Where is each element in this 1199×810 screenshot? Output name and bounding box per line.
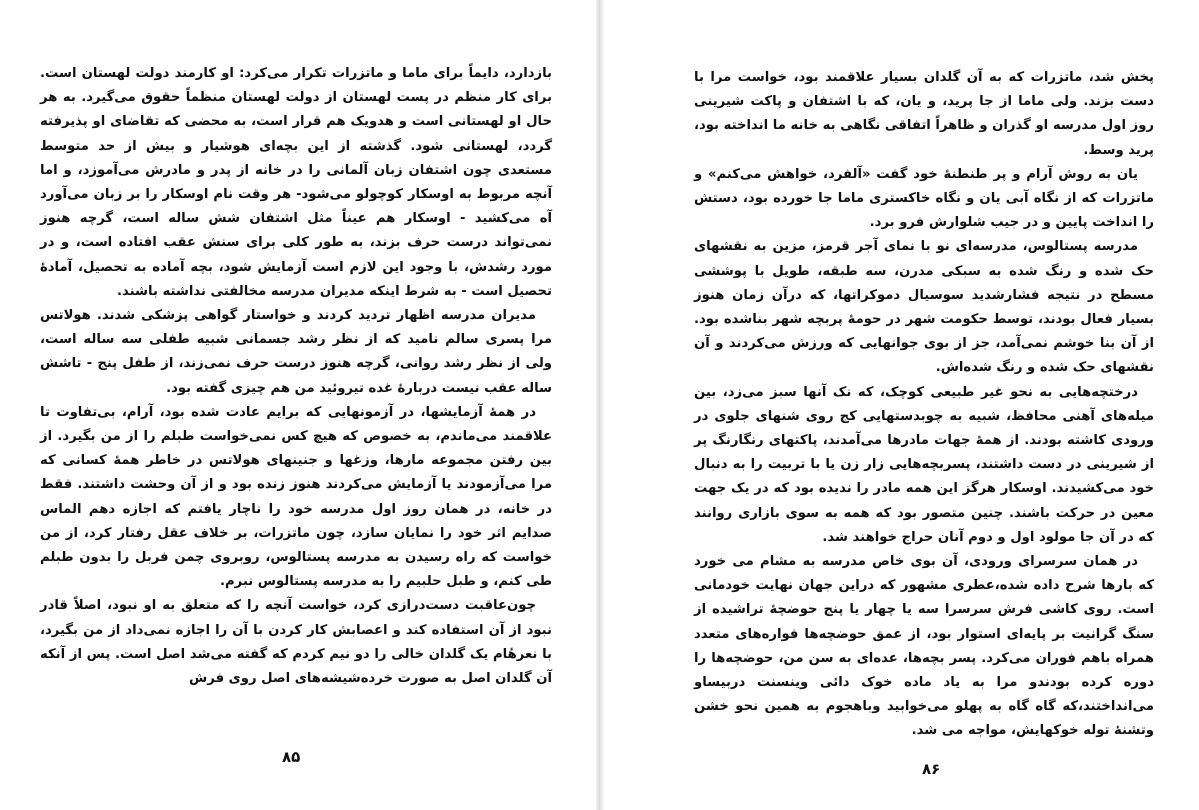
page-number: ۸۶	[922, 760, 941, 778]
paragraph: یان به روش آرام و پر طنطنهٔ خود گفت «آلفرد، خواهش می‌کنم» و ماتزرات که از نگاه آبی یان و نگاه خاکستری ماما جا خورده بود، دستش را انداخت پایین و در جیب شلوارش فرو برد.	[694, 166, 1154, 231]
paragraph: چون‌عاقبت دست‌درازی کرد، خواست آنچه را که متعلق به او نبود، اصلاً قادر نبود از آن استفاده کند و اعصابش کار کردن با آن را اجازه نمی‌داد از من بگیرد، با نعرهٔام یک گلدان خالی را دو نیم کردم که گفته می‌شد اصل است. پس از آنکه آن گلدان اصل به صورت خرده‌شیشه‌های اصل روی فرش	[40, 598, 552, 687]
page-number: ۸۵	[282, 748, 301, 766]
book-gutter	[596, 0, 604, 810]
paragraph: در همهٔ آزمایشها، در آزمونهایی که برایم عادت شده بود، آرام، بی‌تفاوت تا علاقمند می‌ماندم، به خصوص که هیچ کس نمی‌خواست طبلم را از من بگیرد. از بین رفتن مجموعه مارها، وزغها و جنینهای هولاتس در خاطر همهٔ کسانی که مرا می‌آزمودند یا آزمایش می‌کردند هنوز زنده بود و از آن وحشت داشتند. فقط در خانه، در همان روز اول مدرسه خود را ناچار یافتم که اجازه دهم الماس صدایم اثر خود را نمایان سازد، چون ماتزرات، بر خلاف عقل رفتار کرد، از من خواست که راه رسیدن به مدرسه پستالوس، روبروی چمن فربل را بدون طبلم طی کنم، و طبل حلبیم را به مدرسه پستالوس نبرم.	[40, 404, 552, 590]
left-page-text	[40, 62, 552, 691]
paragraph: مدیران مدرسه اظهار تردید کردند و خواستار گواهی پزشکی شدند. هولاتس مرا پسری سالم نامید که از نظر رشد جسمانی شبیه طفلی سه ساله است، ولی از نظر رشد روانی، گرچه هنوز درست حرف نمی‌زند، از طفل پنج - تا‌شش ساله عقب نیست دربارهٔ غده تیروئید من هم چیزی گفته بود.	[40, 308, 552, 396]
paragraph: پخش شد، ماتزرات که به آن گلدان بسیار علاقمند بود، خواست مرا با دست بزند. ولی ماما از جا پرید، و یان، که با اشتفان و پاکت شیرینی روز اول مدرسه او گذران و ظاهراً اتفاقی نگاهی به خانه ما انداخته بود، پرید وسط.	[694, 70, 1154, 158]
paragraph: بازدارد، دایماً برای ماما و ماتزرات تکرار می‌کرد: او کارمند دولت لهستان است. برای کار منظم در پست لهستان از دولت لهستان منظماً حقوق می‌گیرد. به هر حال او لهستانی است و هدویک هم قرار است، به محضی که تقاضای او پذیرفته گردد، لهستانی شود. گذشته از این بچه‌ای هوشیار و بیش از حد متوسط مستعدی چون اشتفان زبان آلمانی را در خانه از پدر و مادرش می‌آموزد، و اما آنچه مربوط به اوسکار کوچولو می‌شود- هر وقت نام اوسکار را بر زبان می‌آورد آه می‌کشید - اوسکار هم عیناً مثل اشتفان شش ساله است، گرچه هنوز نمی‌تواند درست حرف بزند، به طور کلی برای سنش عقب افتاده است، و در مورد رشدش، با وجود این لازم است آزمایش شود، بچه آماده به تحصیل، آمادهٔ تحصیل است - به شرط اینکه مدیران مدرسه مخالفتی نداشته باشند.	[40, 66, 552, 299]
paragraph: درختچه‌هایی به نحو غیر طبیعی کوچک، که نک آنها سبز می‌زد، بین میله‌های آهنی محافظ، شبیه به چوبدستهایی کج روی شنهای جلوی در ورودی کاشته بودند. از همهٔ جهات مادرها می‌آمدند، پاکتهای رنگارنگ پر از شیرینی در دست داشتند، پسربچه‌هایی زار زن یا با تربیت را به دنبال خود می‌کشیدند. اوسکار هرگز این همه مادر را ندیده بود که در یک جهت معین در حرکت باشند. چنین متصور بود که همه به سوی بازاری روانند که در آن جا مولود اول و دوم آنان حراج خواهند شد.	[694, 384, 1154, 545]
right-page-text	[694, 66, 1154, 744]
paragraph: مدرسه پستالوس، مدرسه‌ای نو با نمای آجر قرمز، مزین به نقشهای حک شده و رنگ شده به سبکی مدرن، سه طبقه، طویل با پوششی مسطح در نتیجه فشارشدید سوسیال دموکراتها، که درآن زمان هنوز بسیار فعال بودند، توسط حکومت شهر در حومهٔ پربچه شهر بناشده بود. از آن بنا خوشم نمی‌آمد، جز از بوی جوانهایی که ورزش می‌کردند و آن نقشهای حک شده و رنگ شده‌اش.	[694, 239, 1154, 376]
paragraph: در همان سرسرای ورودی، آن بوی خاص مدرسه به مشام می خورد که بارها شرح داده شده،عطری مشهور که دراین جهان نهایت خودمانی است. روی کاشی فرش سرسرا سه یا چهار یا پنج حوضچهٔ تراشیده از سنگ گرانیت بر پایه‌ای استوار بود، از عمق حوضچه‌ها فواره‌های متعدد همراه باهم فوران می‌کرد. پسر بچه‌ها، عده‌ای به سن من، حوضچه‌ها را دوره کرده بودندو مرا به یاد ماده خوک دائی وینسنت دربیساو می‌انداختند،که گاه گاه به پهلو می‌خوابید وباهجوم به همین نحو خشن وتشنهٔ توله خوکهایش، مواجه می شد.	[694, 554, 1154, 739]
right-page	[604, 0, 1199, 810]
left-page	[0, 0, 596, 810]
